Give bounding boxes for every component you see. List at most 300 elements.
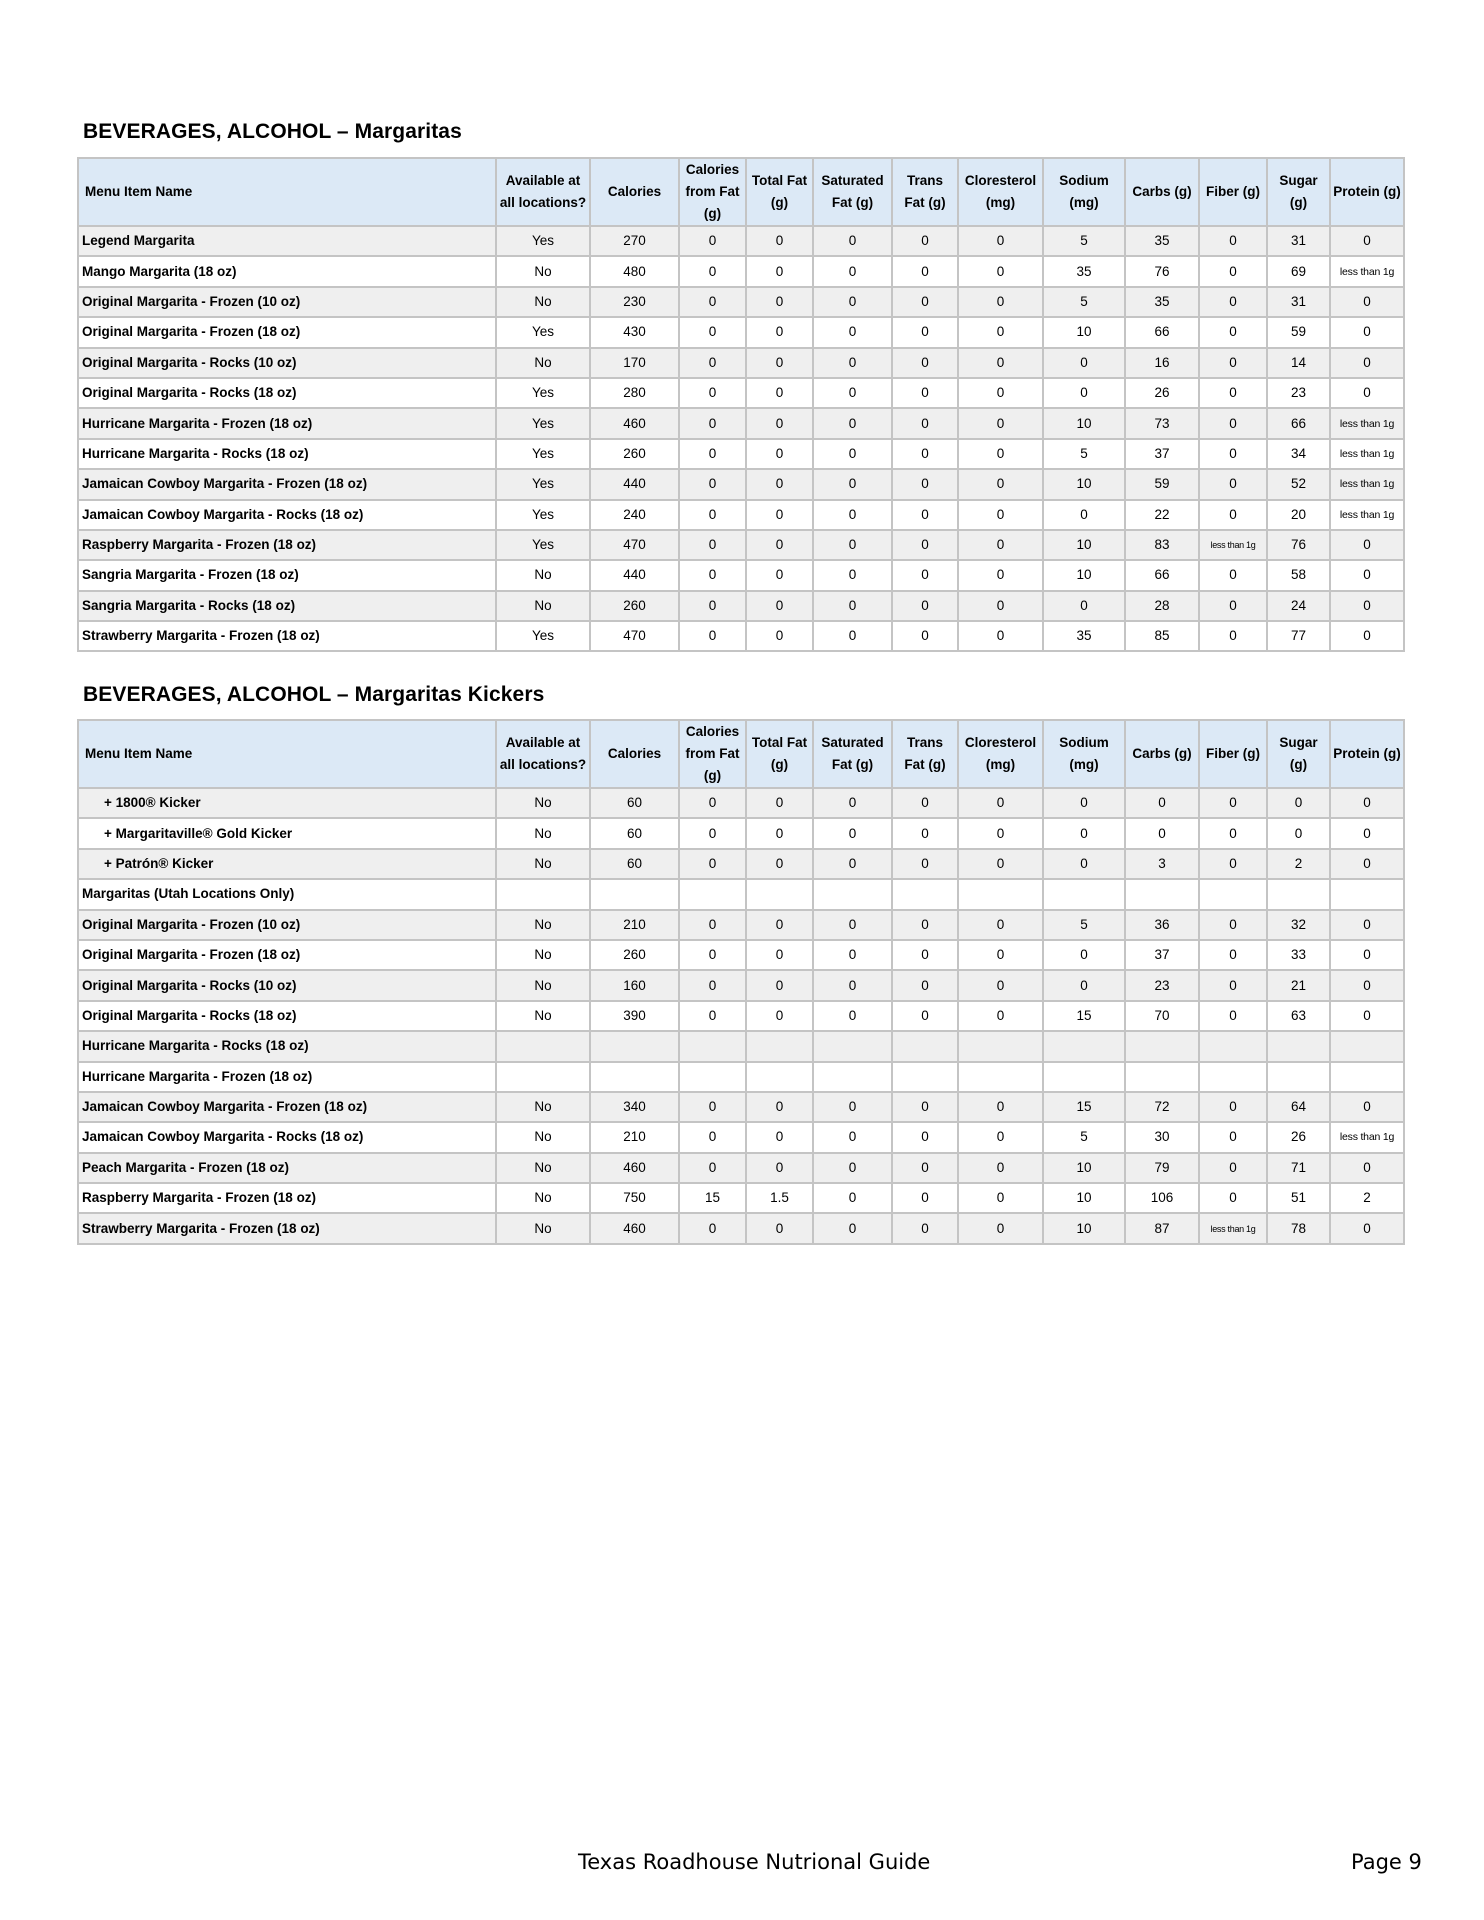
table-cell: 60 [590, 788, 679, 818]
menu-item-name: Strawberry Margarita - Frozen (18 oz) [78, 1213, 496, 1243]
table-cell: 0 [679, 408, 746, 438]
column-header: Sodium (mg) [1043, 158, 1125, 226]
table-cell: 0 [892, 970, 958, 1000]
table-cell: 10 [1043, 1183, 1125, 1213]
table-cell: No [496, 1092, 590, 1122]
table-cell: less than 1g [1330, 256, 1404, 286]
table-cell: 51 [1267, 1183, 1330, 1213]
menu-item-name: Sangria Margarita - Frozen (18 oz) [78, 560, 496, 590]
table-cell [813, 879, 892, 909]
column-header: Saturated Fat (g) [813, 158, 892, 226]
table-cell: 10 [1043, 560, 1125, 590]
table-cell: 66 [1267, 408, 1330, 438]
menu-item-name: Hurricane Margarita - Frozen (18 oz) [78, 1062, 496, 1092]
table-cell: 0 [1199, 378, 1267, 408]
menu-item-name: Raspberry Margarita - Frozen (18 oz) [78, 530, 496, 560]
table-row [78, 560, 1404, 590]
table-cell: 0 [679, 1153, 746, 1183]
table-row [78, 1122, 1404, 1152]
table-cell: No [496, 970, 590, 1000]
table-cell: 0 [1330, 818, 1404, 848]
menu-item-name: Jamaican Cowboy Margarita - Frozen (18 oz) [78, 1092, 496, 1122]
table-cell: No [496, 788, 590, 818]
section-title-kickers: BEVERAGES, ALCOHOL – Margaritas Kickers [83, 683, 545, 706]
table-cell: 1.5 [746, 1183, 813, 1213]
table-cell: 0 [679, 910, 746, 940]
menu-item-name: Strawberry Margarita - Frozen (18 oz) [78, 621, 496, 651]
table-cell: 0 [679, 226, 746, 256]
menu-item-name: Original Margarita - Frozen (10 oz) [78, 287, 496, 317]
table-row [78, 408, 1404, 438]
table-cell: 0 [1043, 591, 1125, 621]
table-cell [1267, 879, 1330, 909]
table-cell: 0 [679, 530, 746, 560]
table-cell: 0 [958, 940, 1043, 970]
table-cell: 0 [813, 1183, 892, 1213]
table-cell: 78 [1267, 1213, 1330, 1243]
table-cell: 0 [746, 1001, 813, 1031]
table-cell: No [496, 1122, 590, 1152]
table-cell: 0 [892, 788, 958, 818]
table-cell: 10 [1043, 408, 1125, 438]
table-cell [958, 1062, 1043, 1092]
table-cell: 0 [1199, 500, 1267, 530]
table-cell: 0 [813, 1092, 892, 1122]
table-row [78, 348, 1404, 378]
table-cell: 0 [892, 317, 958, 347]
table-cell: 0 [1330, 849, 1404, 879]
table-cell: 0 [746, 818, 813, 848]
table-cell: 0 [958, 348, 1043, 378]
table-cell: 0 [892, 910, 958, 940]
column-header: Sodium (mg) [1043, 720, 1125, 788]
table-cell [1043, 879, 1125, 909]
table-cell: No [496, 591, 590, 621]
table-cell: 0 [679, 970, 746, 1000]
page-number: Page 9 [1351, 1850, 1422, 1874]
table-cell: 210 [590, 1122, 679, 1152]
menu-item-name: Original Margarita - Rocks (10 oz) [78, 970, 496, 1000]
table-cell: 15 [679, 1183, 746, 1213]
table-cell: 0 [1043, 818, 1125, 848]
table-cell: 0 [892, 256, 958, 286]
table-cell: 0 [958, 591, 1043, 621]
table-row [78, 1213, 1404, 1243]
menu-item-name: Legend Margarita [78, 226, 496, 256]
table-cell: 0 [813, 818, 892, 848]
table-row [78, 1092, 1404, 1122]
table-cell: 0 [813, 348, 892, 378]
table-cell: 0 [958, 469, 1043, 499]
table-cell: Yes [496, 378, 590, 408]
table-cell: 210 [590, 910, 679, 940]
table-row [78, 970, 1404, 1000]
table-cell: 0 [813, 439, 892, 469]
table-row [78, 500, 1404, 530]
table-cell: 0 [892, 287, 958, 317]
footer-title: Texas Roadhouse Nutrional Guide [578, 1850, 931, 1874]
table-cell [958, 1031, 1043, 1061]
table-cell: 0 [1199, 439, 1267, 469]
table-cell: 0 [746, 317, 813, 347]
table-cell: 5 [1043, 439, 1125, 469]
table-cell: 0 [892, 348, 958, 378]
table-cell: 0 [746, 591, 813, 621]
table-cell [1199, 879, 1267, 909]
table-cell: 0 [679, 621, 746, 651]
table-cell: 0 [746, 560, 813, 590]
table-row [78, 530, 1404, 560]
table-cell: 0 [958, 560, 1043, 590]
column-header: Calories from Fat (g) [679, 158, 746, 226]
menu-item-name: Sangria Margarita - Rocks (18 oz) [78, 591, 496, 621]
table-cell: 0 [958, 910, 1043, 940]
table-cell: 0 [679, 1092, 746, 1122]
table-cell: 0 [1199, 910, 1267, 940]
table-cell: 0 [679, 317, 746, 347]
menu-item-name: Jamaican Cowboy Margarita - Rocks (18 oz) [78, 500, 496, 530]
table-cell: 270 [590, 226, 679, 256]
table-cell: 0 [813, 1153, 892, 1183]
column-header: Trans Fat (g) [892, 720, 958, 788]
column-header: Total Fat (g) [746, 158, 813, 226]
table-cell: 0 [892, 1092, 958, 1122]
column-header: Calories [590, 720, 679, 788]
table-cell: 66 [1125, 317, 1199, 347]
table-cell: Yes [496, 439, 590, 469]
table-row [78, 849, 1404, 879]
table-cell: 0 [746, 1153, 813, 1183]
table-cell: 0 [813, 1122, 892, 1152]
table-cell: less than 1g [1330, 500, 1404, 530]
table-cell [892, 879, 958, 909]
table-cell: 0 [892, 560, 958, 590]
table-cell: 71 [1267, 1153, 1330, 1183]
menu-item-name: Original Margarita - Rocks (10 oz) [78, 348, 496, 378]
table-cell: 0 [1125, 788, 1199, 818]
table-cell: 36 [1125, 910, 1199, 940]
table-cell: 0 [679, 500, 746, 530]
table-cell: 0 [1199, 788, 1267, 818]
table-cell [590, 1062, 679, 1092]
table-cell: No [496, 1183, 590, 1213]
table-cell: 10 [1043, 1213, 1125, 1243]
table-cell: 0 [1330, 910, 1404, 940]
table-row [78, 439, 1404, 469]
table-cell: less than 1g [1330, 1122, 1404, 1152]
table-cell: 0 [958, 621, 1043, 651]
table-cell: 0 [892, 591, 958, 621]
table-cell: 0 [679, 940, 746, 970]
table-cell: 69 [1267, 256, 1330, 286]
table-cell: No [496, 348, 590, 378]
table-cell: 0 [958, 818, 1043, 848]
table-cell: 0 [892, 469, 958, 499]
table-cell: 5 [1043, 287, 1125, 317]
table-cell: 52 [1267, 469, 1330, 499]
table-cell: 0 [958, 788, 1043, 818]
table-row [78, 1183, 1404, 1213]
table-cell [1330, 1031, 1404, 1061]
table-cell: 79 [1125, 1153, 1199, 1183]
table-cell: 0 [746, 348, 813, 378]
table-cell: 0 [1199, 591, 1267, 621]
table-cell: 0 [1330, 226, 1404, 256]
table-cell: 72 [1125, 1092, 1199, 1122]
menu-item-name: Jamaican Cowboy Margarita - Frozen (18 oz) [78, 469, 496, 499]
table-cell: No [496, 1153, 590, 1183]
table-cell: 0 [1330, 940, 1404, 970]
table-row [78, 256, 1404, 286]
column-header: Carbs (g) [1125, 158, 1199, 226]
table-cell: 0 [1199, 970, 1267, 1000]
table-row [78, 1001, 1404, 1031]
table-cell: 0 [1043, 970, 1125, 1000]
table-cell: less than 1g [1330, 439, 1404, 469]
table-cell [679, 1031, 746, 1061]
table-cell: 0 [1199, 408, 1267, 438]
table-cell: 0 [813, 287, 892, 317]
table-cell: 0 [1330, 287, 1404, 317]
table-cell: 0 [746, 1213, 813, 1243]
table-cell: 0 [1267, 818, 1330, 848]
table-cell: 0 [1330, 1092, 1404, 1122]
table-cell: Yes [496, 226, 590, 256]
table-cell: 0 [1330, 788, 1404, 818]
table-cell: 0 [1330, 317, 1404, 347]
table-cell: No [496, 1213, 590, 1243]
column-header: Trans Fat (g) [892, 158, 958, 226]
table-cell: 77 [1267, 621, 1330, 651]
table-cell: 0 [958, 1001, 1043, 1031]
table-cell: 0 [892, 1183, 958, 1213]
table-cell: 0 [746, 408, 813, 438]
table-cell [496, 879, 590, 909]
table-cell: 240 [590, 500, 679, 530]
table-cell: 0 [1199, 1122, 1267, 1152]
column-header: Fiber (g) [1199, 720, 1267, 788]
table-cell: 0 [958, 1213, 1043, 1243]
table-cell: 0 [1199, 818, 1267, 848]
table-cell: 280 [590, 378, 679, 408]
table-cell: 66 [1125, 560, 1199, 590]
header-row [78, 158, 1404, 226]
table-cell [1125, 879, 1199, 909]
table-cell: 0 [679, 560, 746, 590]
table-cell: 0 [813, 500, 892, 530]
table-cell: 0 [746, 1122, 813, 1152]
table-cell: 10 [1043, 530, 1125, 560]
table-cell: 0 [679, 469, 746, 499]
table-cell: 35 [1043, 621, 1125, 651]
column-header: Calories [590, 158, 679, 226]
menu-item-name: Hurricane Margarita - Rocks (18 oz) [78, 439, 496, 469]
menu-item-name: Original Margarita - Frozen (18 oz) [78, 317, 496, 347]
table-cell: 5 [1043, 226, 1125, 256]
table-cell: 0 [958, 1122, 1043, 1152]
table-cell: 480 [590, 256, 679, 286]
table-cell: 0 [1043, 849, 1125, 879]
table-cell: 260 [590, 940, 679, 970]
table-cell: 0 [813, 970, 892, 1000]
table-cell: 0 [813, 469, 892, 499]
table-cell: 0 [1199, 940, 1267, 970]
table-cell: 0 [1330, 1001, 1404, 1031]
column-header: Available at all locations? [496, 158, 590, 226]
table-cell [746, 879, 813, 909]
table-cell: 0 [746, 500, 813, 530]
menu-item-name: + Margaritaville® Gold Kicker [78, 818, 496, 848]
table-cell: 70 [1125, 1001, 1199, 1031]
table-cell: 0 [958, 226, 1043, 256]
table-cell: 0 [679, 287, 746, 317]
table-cell: 10 [1043, 1153, 1125, 1183]
table-cell: 0 [892, 1001, 958, 1031]
table-cell: 0 [958, 1153, 1043, 1183]
table-cell: 76 [1125, 256, 1199, 286]
table-cell: 260 [590, 591, 679, 621]
table-cell: 0 [1330, 591, 1404, 621]
table-cell [496, 1031, 590, 1061]
table-cell: 14 [1267, 348, 1330, 378]
table-cell [892, 1062, 958, 1092]
table-cell: 0 [1199, 560, 1267, 590]
table-cell: 0 [679, 1122, 746, 1152]
menu-item-name: + Patrón® Kicker [78, 849, 496, 879]
table-cell: 83 [1125, 530, 1199, 560]
table-cell: 0 [1330, 378, 1404, 408]
table-cell: 0 [813, 256, 892, 286]
table-cell: 390 [590, 1001, 679, 1031]
table-cell: 20 [1267, 500, 1330, 530]
menu-item-name: Margaritas (Utah Locations Only) [78, 879, 496, 909]
table-cell [1267, 1062, 1330, 1092]
table-cell: 0 [746, 940, 813, 970]
table-cell [1267, 1031, 1330, 1061]
table-cell: 0 [1199, 348, 1267, 378]
table-cell: 0 [679, 256, 746, 286]
table-cell: 0 [958, 1183, 1043, 1213]
table-cell: 0 [1330, 621, 1404, 651]
table-cell: 0 [1199, 226, 1267, 256]
table-cell: 0 [958, 287, 1043, 317]
table-cell: 0 [1199, 1153, 1267, 1183]
table-cell: No [496, 1001, 590, 1031]
table-cell: 340 [590, 1092, 679, 1122]
table-cell: 0 [1199, 287, 1267, 317]
table-cell [1199, 1031, 1267, 1061]
table-cell: 430 [590, 317, 679, 347]
table-cell: 0 [958, 1092, 1043, 1122]
table-cell: 31 [1267, 287, 1330, 317]
table-row [78, 940, 1404, 970]
table-cell [1125, 1062, 1199, 1092]
table-cell: 0 [813, 621, 892, 651]
menu-item-name: Hurricane Margarita - Rocks (18 oz) [78, 1031, 496, 1061]
table-cell: 0 [892, 818, 958, 848]
table-cell [679, 1062, 746, 1092]
table-cell: 0 [1330, 1213, 1404, 1243]
table-cell: 33 [1267, 940, 1330, 970]
table-cell: 470 [590, 530, 679, 560]
table-cell: 0 [813, 1001, 892, 1031]
table-cell: 230 [590, 287, 679, 317]
table-cell: Yes [496, 530, 590, 560]
table-cell: No [496, 287, 590, 317]
table-cell: 0 [746, 439, 813, 469]
table-cell: 21 [1267, 970, 1330, 1000]
table-cell: 60 [590, 849, 679, 879]
section-title-margaritas: BEVERAGES, ALCOHOL – Margaritas [83, 120, 462, 143]
table-cell: 31 [1267, 226, 1330, 256]
table-cell: Yes [496, 469, 590, 499]
table-cell: 15 [1043, 1001, 1125, 1031]
table-cell: 0 [1199, 256, 1267, 286]
table-cell: 106 [1125, 1183, 1199, 1213]
menu-item-name: Original Margarita - Rocks (18 oz) [78, 378, 496, 408]
table-cell: 170 [590, 348, 679, 378]
table-cell: 0 [1043, 788, 1125, 818]
table-cell: Yes [496, 500, 590, 530]
table-cell: 0 [958, 408, 1043, 438]
table-cell: less than 1g [1330, 408, 1404, 438]
table-cell: Yes [496, 408, 590, 438]
table-cell: Yes [496, 317, 590, 347]
table-cell: 0 [679, 591, 746, 621]
table-cell: 0 [746, 378, 813, 408]
table-cell [679, 879, 746, 909]
table-row [78, 1062, 1404, 1092]
table-cell: 59 [1125, 469, 1199, 499]
table-cell: 0 [892, 1122, 958, 1152]
table-cell: 32 [1267, 910, 1330, 940]
column-header: Saturated Fat (g) [813, 720, 892, 788]
table-row [78, 1153, 1404, 1183]
table-cell: 0 [1199, 317, 1267, 347]
table-cell: 460 [590, 1153, 679, 1183]
column-header: Cloresterol (mg) [958, 158, 1043, 226]
table-cell: 0 [746, 788, 813, 818]
table-cell: 5 [1043, 1122, 1125, 1152]
table-cell: 0 [958, 849, 1043, 879]
table-cell: 0 [746, 469, 813, 499]
menu-item-name: Raspberry Margarita - Frozen (18 oz) [78, 1183, 496, 1213]
column-header: Protein (g) [1330, 720, 1404, 788]
table-cell: less than 1g [1199, 1213, 1267, 1243]
table-cell: 0 [1043, 348, 1125, 378]
table-cell: 0 [892, 530, 958, 560]
table-row [78, 287, 1404, 317]
table-row [78, 879, 1404, 909]
table-cell: No [496, 849, 590, 879]
table-cell: 0 [679, 378, 746, 408]
column-header: Fiber (g) [1199, 158, 1267, 226]
table-cell: 24 [1267, 591, 1330, 621]
table-cell: 22 [1125, 500, 1199, 530]
table-cell: 26 [1125, 378, 1199, 408]
table-cell: 0 [746, 1092, 813, 1122]
table-cell: 0 [813, 560, 892, 590]
table-cell: 0 [813, 1213, 892, 1243]
menu-item-name: Original Margarita - Frozen (18 oz) [78, 940, 496, 970]
table-cell [1330, 1062, 1404, 1092]
column-header: Menu Item Name [78, 720, 496, 788]
column-header: Cloresterol (mg) [958, 720, 1043, 788]
table-cell: 0 [746, 970, 813, 1000]
table-cell: 0 [892, 849, 958, 879]
table-cell: 0 [679, 818, 746, 848]
table-row [78, 910, 1404, 940]
